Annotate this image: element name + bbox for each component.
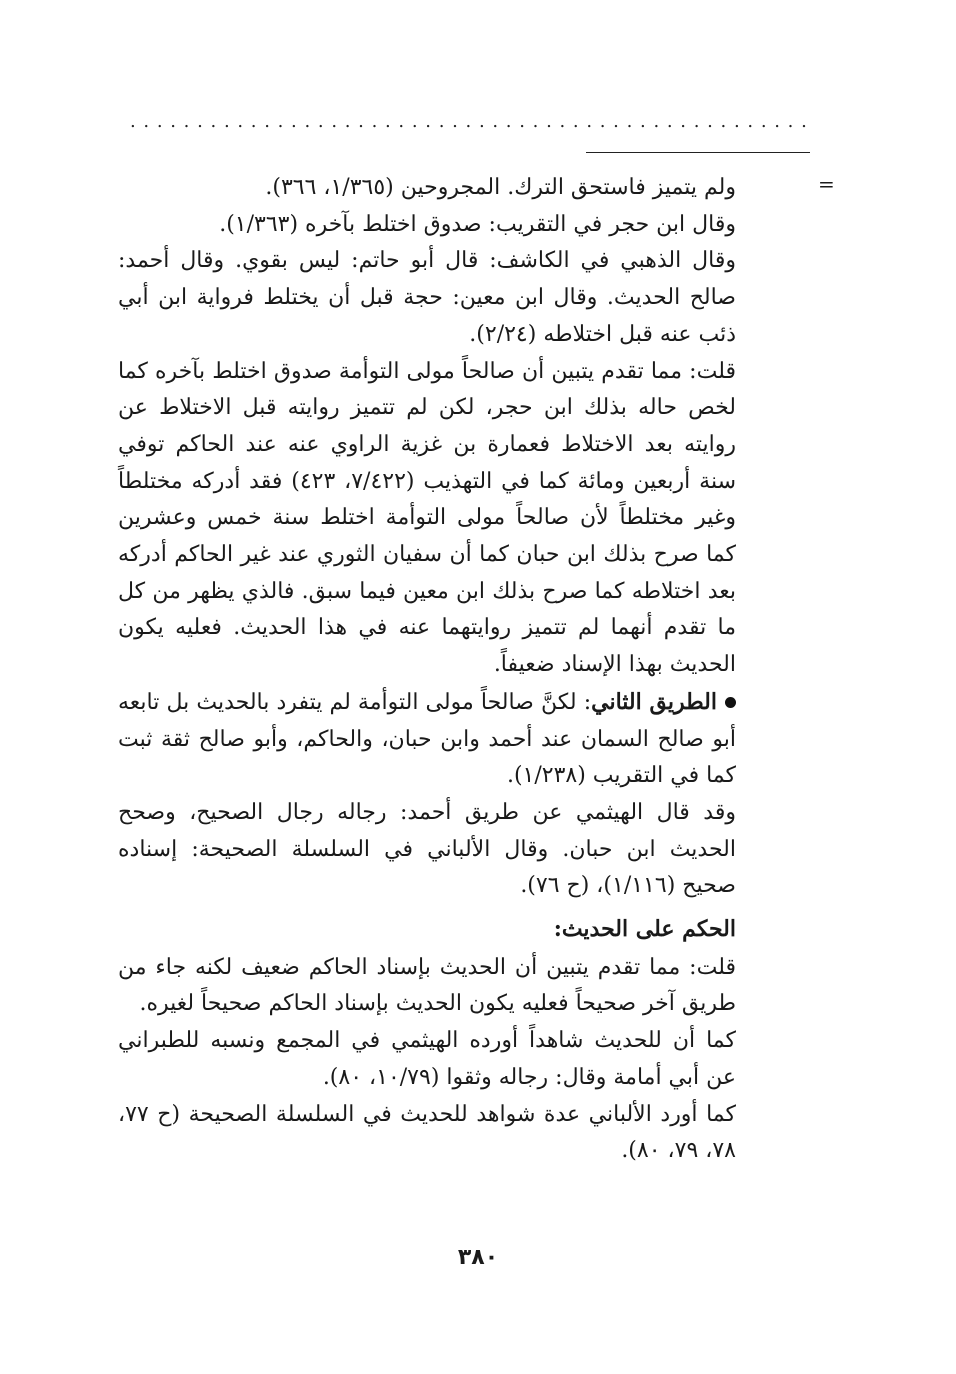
dotted-separator: ................................................... [130,112,815,132]
footnote-paragraph: ولم يتميز فاستحق الترك. المجروحين (١/٣٦٥، ٣٦٦). [265,175,736,200]
bullet-text: : لكنَّ صالحاً مولى التوأمة لم يتفرد بالحديث بل تابعه أبو صالح السمان عند أحمد وابن حبان، والحاكم، وأبو صالح ثقة ثبت كما في التقريب (١/٢٣٨). [118,689,736,789]
footnote-paragraph: قلت: مما تقدم يتبين أن الحديث بإسناد الحاكم ضعيف لكنه جاء من طريق آخر صحيحاً فعليه يكون الحديث بإسناد الحاكم صحيحاً لغيره. [118,954,736,1017]
bullet-title: الطريق الثاني [591,688,718,715]
bullet-icon [725,697,736,708]
footnote-rule [586,152,810,153]
continuation-mark: = [818,172,835,196]
footnote-paragraph: قلت: مما تقدم يتبين أن صالحاً مولى التوأمة صدوق اختلط بآخره كما لخص حاله بذلك ابن حجر، لكن لم تتميز روايته قبل الاختلاط عن روايته بعد الاختلاط فعمارة بن غزية الراوي عنه عند الحاكم توفي سنة أربعين ومائة كما في التهذيب (٧/٤٢٢، ٤٢٣) فقد أدركه مختلطاً وغير مختلطاً لأن صالحاً مولى التوأمة اختلط سنة خمس وعشرين كما صرح بذلك ابن حبان كما أن سفيان الثوري عند غير الحاكم أدركه بعد اختلاطه كما صرح بذلك ابن معين فيما سبق. فالذي يظهر من كل ما تقدم أنهما لم تتميز روايتهما عنه في هذا الحديث. فعليه يكون الحديث بهذا الإسناد ضعيفاً. [118,358,737,678]
footnote-body [118,170,736,1170]
footnote-paragraph: كما أورد الألباني عدة شواهد للحديث في السلسلة الصحيحة (ح ٧٧، ٧٨، ٧٩، ٨٠). [118,1101,736,1164]
footnote-paragraph: وقال ابن حجر في التقريب: صدوق اختلط بآخره (١/٣٦٣). [219,211,736,237]
section-heading: الحكم على الحديث: [553,916,736,943]
footnote-paragraph: وقال الذهبي في الكاشف: قال أبو حاتم: ليس بقوي. وقال أحمد: صالح الحديث. وقال ابن معين: حجة قبل أن يختلط فرواية ابن أبي ذئب عنه قبل اختلاطه (٢/٢٤). [118,248,736,347]
footnote-paragraph: كما أن للحديث شاهداً أورده الهيثمي في المجمع ونسبه للطبراني عن أبي أمامة وقال: رجاله وثقوا (١٠/٧٩، ٨٠). [118,1028,736,1090]
footnote-paragraph: وقد قال الهيثمي عن طريق أحمد: رجاله رجال الصحيح، وصحح الحديث ابن حبان. وقال الألباني في السلسلة الصحيحة: إسناده صحيح (١/١١٦)، (ح ٧٦). [118,799,736,899]
page-number: ٣٨٠ [457,1245,499,1270]
bullet-paragraph [118,684,736,795]
